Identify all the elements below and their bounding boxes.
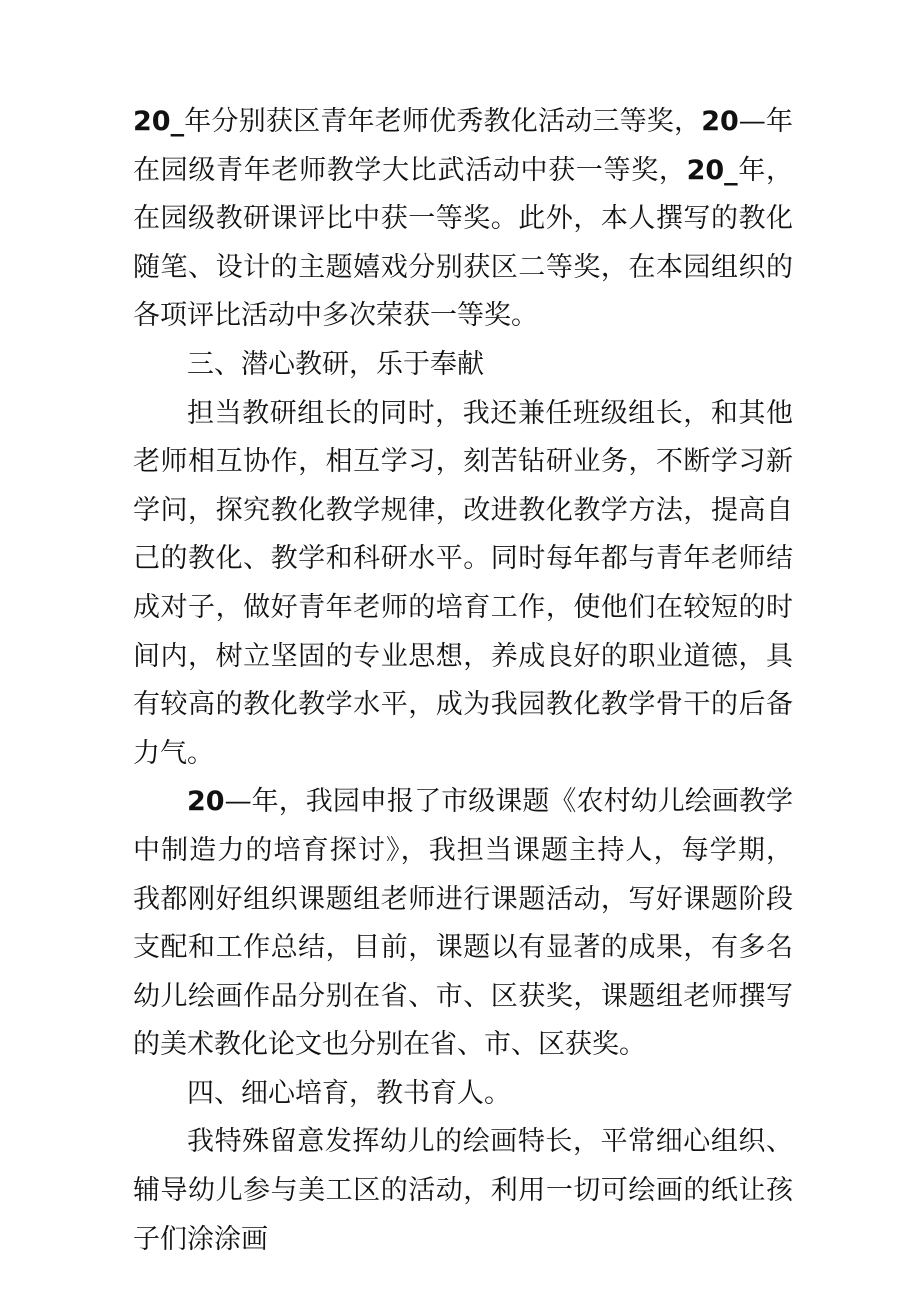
- paragraph-teaching: [133, 1118, 793, 1264]
- heading-text: 四、细心培育，教书育人。: [187, 1077, 511, 1109]
- body-text: —年在园级青年老师教学大比武活动中获一等奖，: [133, 106, 794, 186]
- heading-text: 三、潜心教研，乐于奉献: [187, 348, 484, 380]
- paragraph-awards: [133, 98, 793, 341]
- section-heading-teaching: [133, 1070, 793, 1119]
- year-text: 20: [701, 106, 739, 137]
- paragraph-research-project: [133, 778, 793, 1070]
- body-text: —年，我园申报了市级课题《农村幼儿绘画教学中制造力的培育探讨》，我担当课题主持人，每学期，我都刚好组织课题组老师进行课题活动，写好课题阶段支配和工作总结，目前，课题以有显著的成果，有多名幼儿绘画作品分别在省、市、区获奖，课题组老师撰写的美术教化论文也分别在省、市、区获奖。: [133, 786, 793, 1061]
- section-heading-research: [133, 341, 793, 390]
- year-text: 20_: [686, 154, 738, 186]
- body-text: 年分别获区青年老师优秀教化活动三等奖，: [184, 106, 702, 137]
- body-text: 年，在园级教研课评比中获一等奖。此外，本人撰写的教化随笔、设计的主题嬉戏分别获区二等奖，在本园组织的各项评比活动中多次荣获一等奖。: [133, 154, 794, 332]
- document-page: [133, 98, 793, 1264]
- body-text: 担当教研组长的同时，我还兼任班级组长，和其他老师相互协作，相互学习，刻苦钻研业务，不断学习新学问，探究教化教学规律，改进教化教学方法，提高自己的教化、教学和科研水平。同时每年都与青年老师结成对子，做好青年老师的培育工作，使他们在较短的时间内，树立坚固的专业思想，养成良好的职业道德，具有较高的教化教学水平，成为我园教化教学骨干的后备力气。: [133, 397, 793, 769]
- paragraph-research-leader: [133, 390, 793, 779]
- year-text: 20_: [133, 106, 185, 137]
- year-text: 20: [187, 786, 225, 818]
- body-text: 我特殊留意发挥幼儿的绘画特长，平常细心组织、辅导幼儿参与美工区的活动，利用一切可绘画的纸让孩子们涂涂画: [133, 1126, 793, 1255]
